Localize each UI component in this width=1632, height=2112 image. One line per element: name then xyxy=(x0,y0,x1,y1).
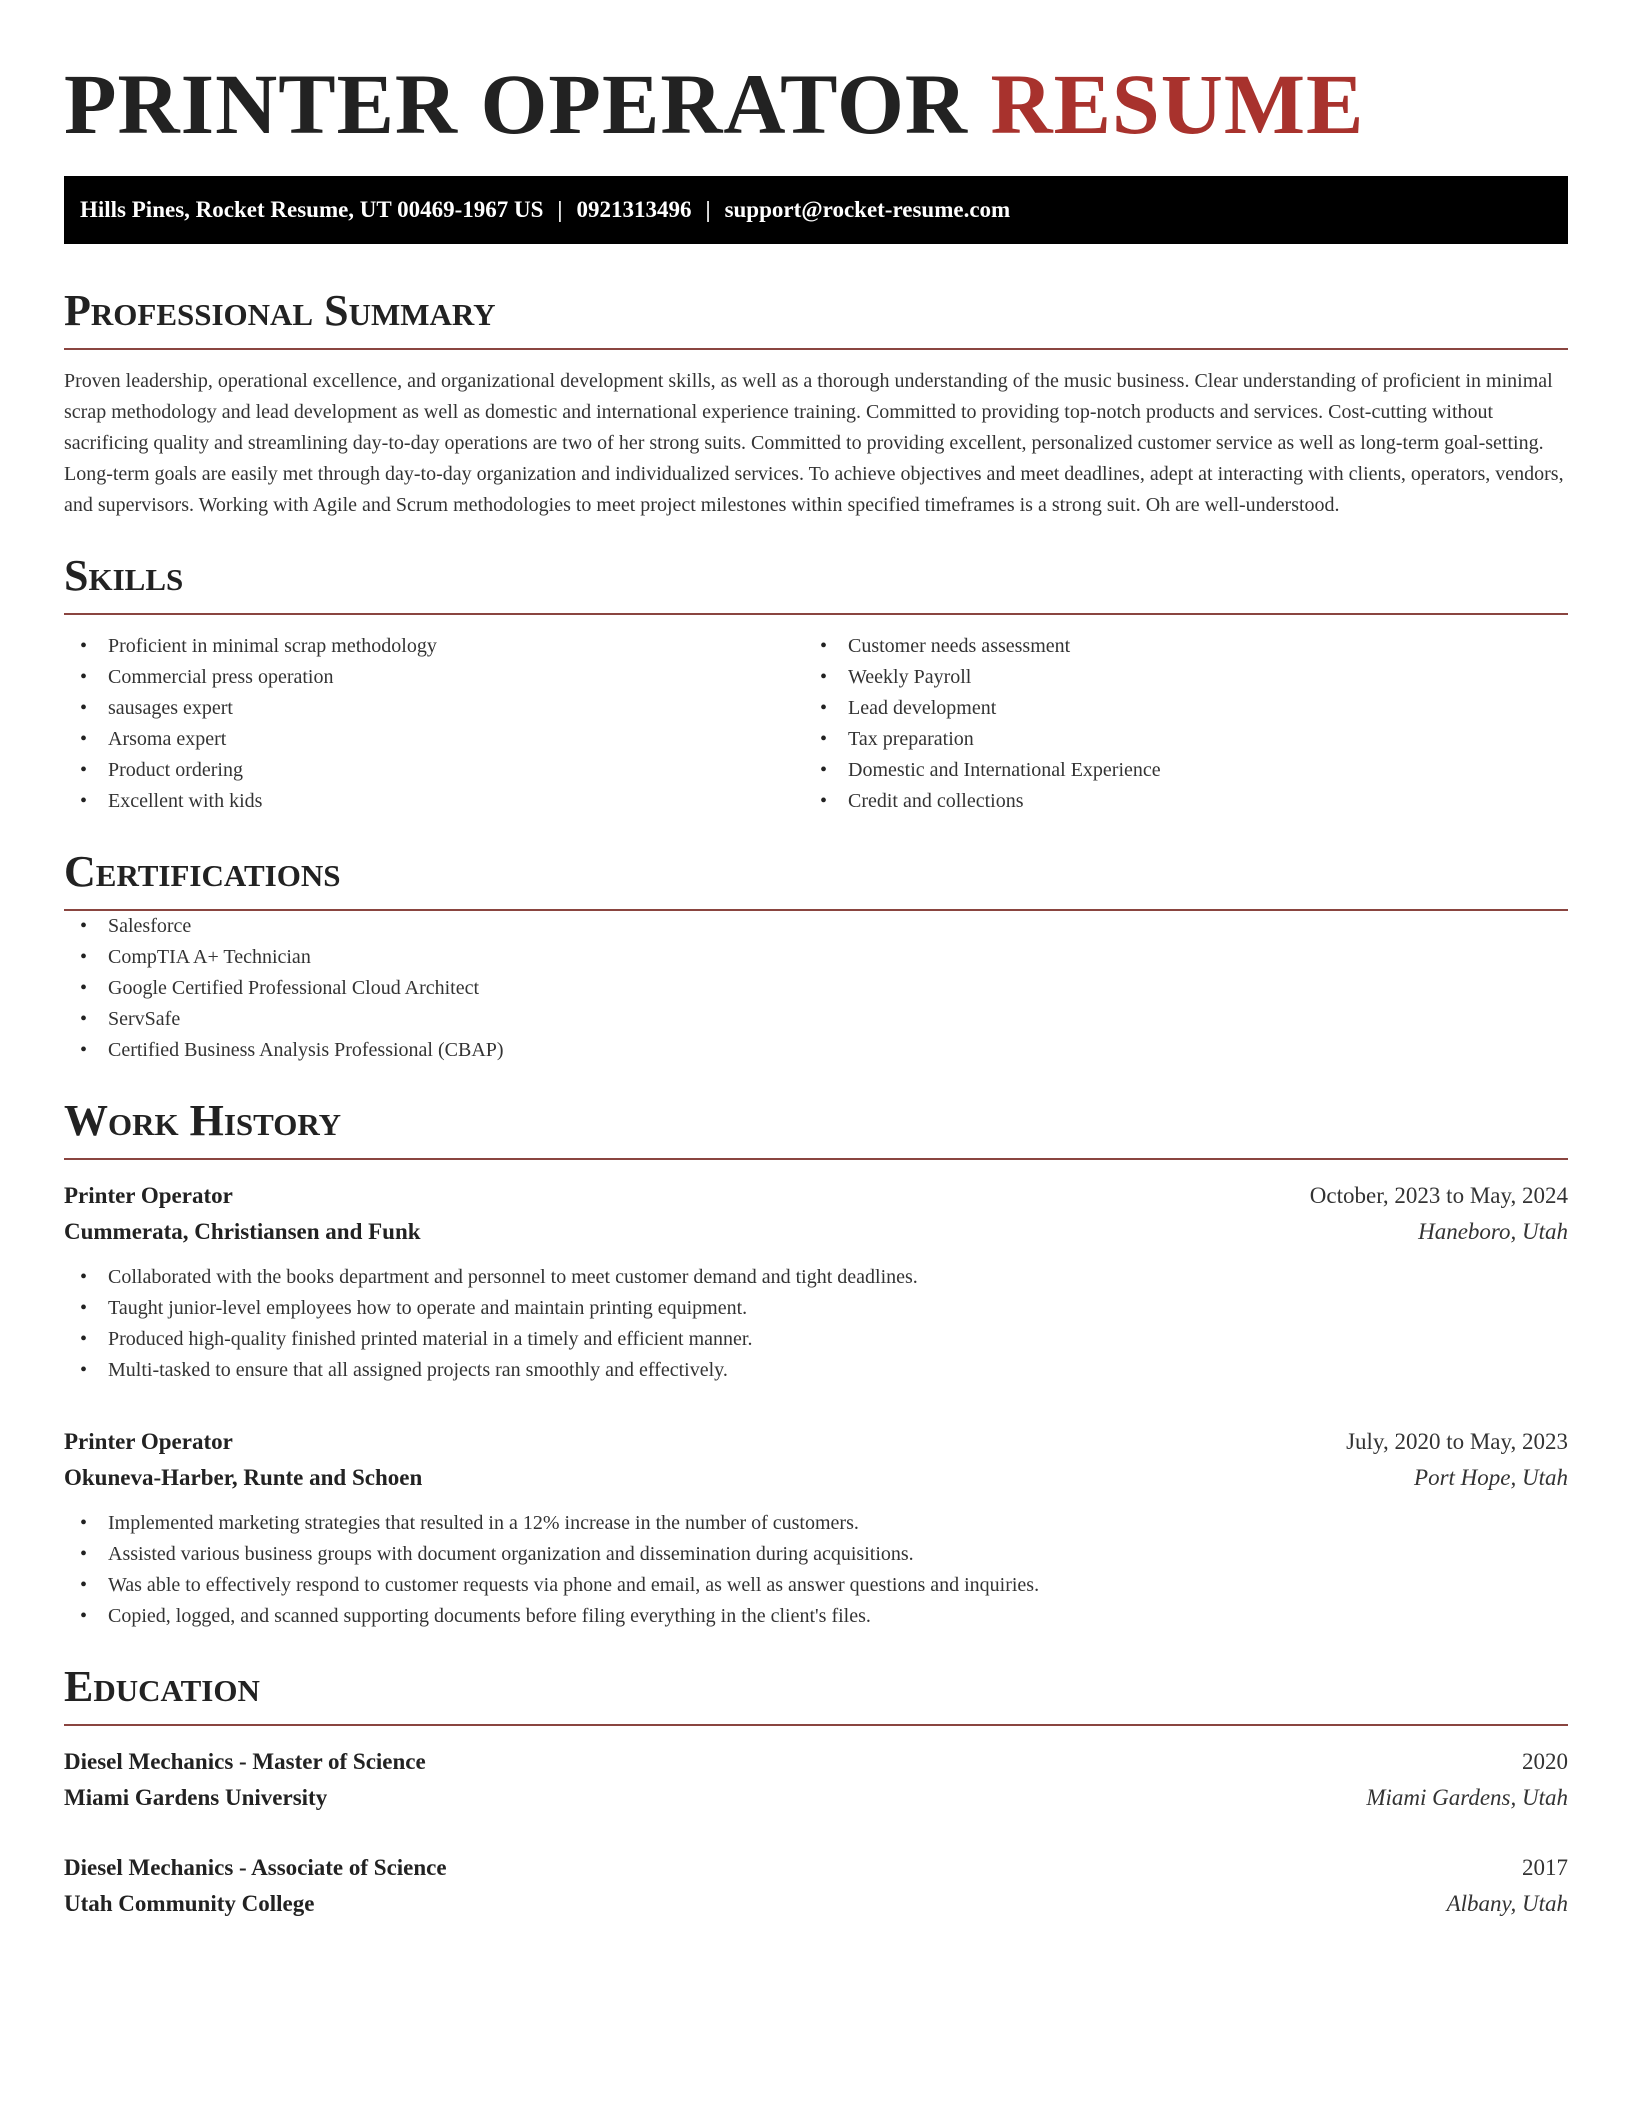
education-year: 2020 xyxy=(1522,1749,1568,1774)
job-header-row xyxy=(64,1178,1568,1214)
education-degree: Diesel Mechanics - Associate of Science xyxy=(64,1855,447,1880)
certification-item: • Certified Business Analysis Professional (CBAP) xyxy=(64,1035,1568,1066)
job-duty-item: • Multi-tasked to ensure that all assigned projects ran smoothly and effectively. xyxy=(64,1355,1568,1386)
education-degree-row xyxy=(64,1744,1568,1780)
skill-item: • Commercial press operation xyxy=(64,662,804,693)
education-entry xyxy=(64,1850,1568,1922)
education-location: Miami Gardens, Utah xyxy=(1366,1785,1568,1810)
resume-title-role: PRINTER OPERATOR xyxy=(64,56,968,152)
job-location: Haneboro, Utah xyxy=(1418,1219,1568,1244)
skills-list-right xyxy=(804,631,1544,817)
education-school-row xyxy=(64,1780,1568,1816)
section-divider xyxy=(64,1724,1568,1726)
resume-title xyxy=(64,56,1568,152)
contact-bar xyxy=(64,176,1568,244)
job-duty-item: • Was able to effectively respond to customer requests via phone and email, as well as answer questions and inquiries. xyxy=(64,1570,1568,1601)
job-duty-item: • Implemented marketing strategies that resulted in a 12% increase in the number of customers. xyxy=(64,1508,1568,1539)
job-duties-list xyxy=(64,1262,1568,1386)
certification-item: • Google Certified Professional Cloud Architect xyxy=(64,973,1568,1004)
job-duty-item: • Assisted various business groups with document organization and dissemination during acquisitions. xyxy=(64,1539,1568,1570)
work-history-heading: Work History xyxy=(64,1096,342,1145)
skill-item: • Product ordering xyxy=(64,755,804,786)
job-company-row xyxy=(64,1214,1568,1250)
contact-address: Hills Pines, Rocket Resume, UT 00469-1967 US xyxy=(80,197,544,222)
job-duty-item: • Collaborated with the books department and personnel to meet customer demand and tight deadlines. xyxy=(64,1262,1568,1293)
contact-separator: | xyxy=(557,197,563,222)
job-duty-item: • Taught junior-level employees how to operate and maintain printing equipment. xyxy=(64,1293,1568,1324)
job-entry xyxy=(64,1178,1568,1386)
job-duty-item: • Produced high-quality finished printed material in a timely and efficient manner. xyxy=(64,1324,1568,1355)
job-role: Printer Operator xyxy=(64,1183,233,1208)
section-divider xyxy=(64,613,1568,615)
skill-item: • Credit and collections xyxy=(804,786,1544,817)
education-school: Miami Gardens University xyxy=(64,1785,328,1810)
education-degree: Diesel Mechanics - Master of Science xyxy=(64,1749,426,1774)
section-divider xyxy=(64,348,1568,350)
resume-page xyxy=(64,0,1568,1922)
skills-column-left xyxy=(64,631,804,817)
certifications-section xyxy=(64,847,1568,1066)
skill-item: • sausages expert xyxy=(64,693,804,724)
job-duties-list xyxy=(64,1508,1568,1632)
certifications-list xyxy=(64,911,1568,1066)
skill-item: • Tax preparation xyxy=(804,724,1544,755)
skill-item: • Arsoma expert xyxy=(64,724,804,755)
skill-item: • Weekly Payroll xyxy=(804,662,1544,693)
section-divider xyxy=(64,1158,1568,1160)
skills-section xyxy=(64,551,1568,817)
job-entry xyxy=(64,1424,1568,1632)
certifications-heading: Certifications xyxy=(64,847,341,896)
job-duty-item: • Copied, logged, and scanned supporting documents before filing everything in the client's files. xyxy=(64,1601,1568,1632)
skills-heading: Skills xyxy=(64,551,184,600)
job-dates: July, 2020 to May, 2023 xyxy=(1346,1429,1568,1454)
education-heading: Education xyxy=(64,1662,260,1711)
certification-item: • Salesforce xyxy=(64,911,1568,942)
skill-item: • Domestic and International Experience xyxy=(804,755,1544,786)
summary-heading: Professional Summary xyxy=(64,286,496,335)
job-company: Cummerata, Christiansen and Funk xyxy=(64,1219,421,1244)
education-section xyxy=(64,1662,1568,1922)
job-location: Port Hope, Utah xyxy=(1414,1465,1568,1490)
skills-grid xyxy=(64,631,1568,817)
skills-list-left xyxy=(64,631,804,817)
contact-phone: 0921313496 xyxy=(576,197,692,222)
job-header-row xyxy=(64,1424,1568,1460)
education-year: 2017 xyxy=(1522,1855,1568,1880)
skill-item: • Proficient in minimal scrap methodology xyxy=(64,631,804,662)
education-school-row xyxy=(64,1886,1568,1922)
skill-item: • Excellent with kids xyxy=(64,786,804,817)
job-dates: October, 2023 to May, 2024 xyxy=(1309,1183,1568,1208)
contact-email: support@rocket-resume.com xyxy=(724,197,1011,222)
skill-item: • Lead development xyxy=(804,693,1544,724)
education-degree-row xyxy=(64,1850,1568,1886)
resume-title-word: RESUME xyxy=(990,56,1365,152)
contact-separator: | xyxy=(705,197,711,222)
certification-item: • CompTIA A+ Technician xyxy=(64,942,1568,973)
skills-column-right xyxy=(804,631,1544,817)
summary-text: Proven leadership, operational excellence, and organizational development skills, as well as a thorough understanding of the music business. Clear understanding of proficient in minimal scrap methodology and lead development as well as domestic and international experience training. Committed to providing top-notch products and services. Cost-cutting without sacrificing quality and streamlining day-to-day operations are two of her strong suits. Committed to providing excellent, personalized customer service as well as long-term goal-setting. Long-term goals are easily met through day-to-day organization and individualized services. To achieve objectives and meet deadlines, adept at interacting with clients, operators, vendors, and supervisors. Working with Agile and Scrum methodologies to meet project milestones within specified timeframes is a strong suit. Oh are well-understood. xyxy=(64,370,1564,516)
education-location: Albany, Utah xyxy=(1446,1891,1568,1916)
summary-section xyxy=(64,286,1568,521)
education-entry xyxy=(64,1744,1568,1816)
job-role: Printer Operator xyxy=(64,1429,233,1454)
job-company: Okuneva-Harber, Runte and Schoen xyxy=(64,1465,423,1490)
certification-item: • ServSafe xyxy=(64,1004,1568,1035)
job-company-row xyxy=(64,1460,1568,1496)
skill-item: • Customer needs assessment xyxy=(804,631,1544,662)
work-history-section xyxy=(64,1096,1568,1632)
education-school: Utah Community College xyxy=(64,1891,315,1916)
